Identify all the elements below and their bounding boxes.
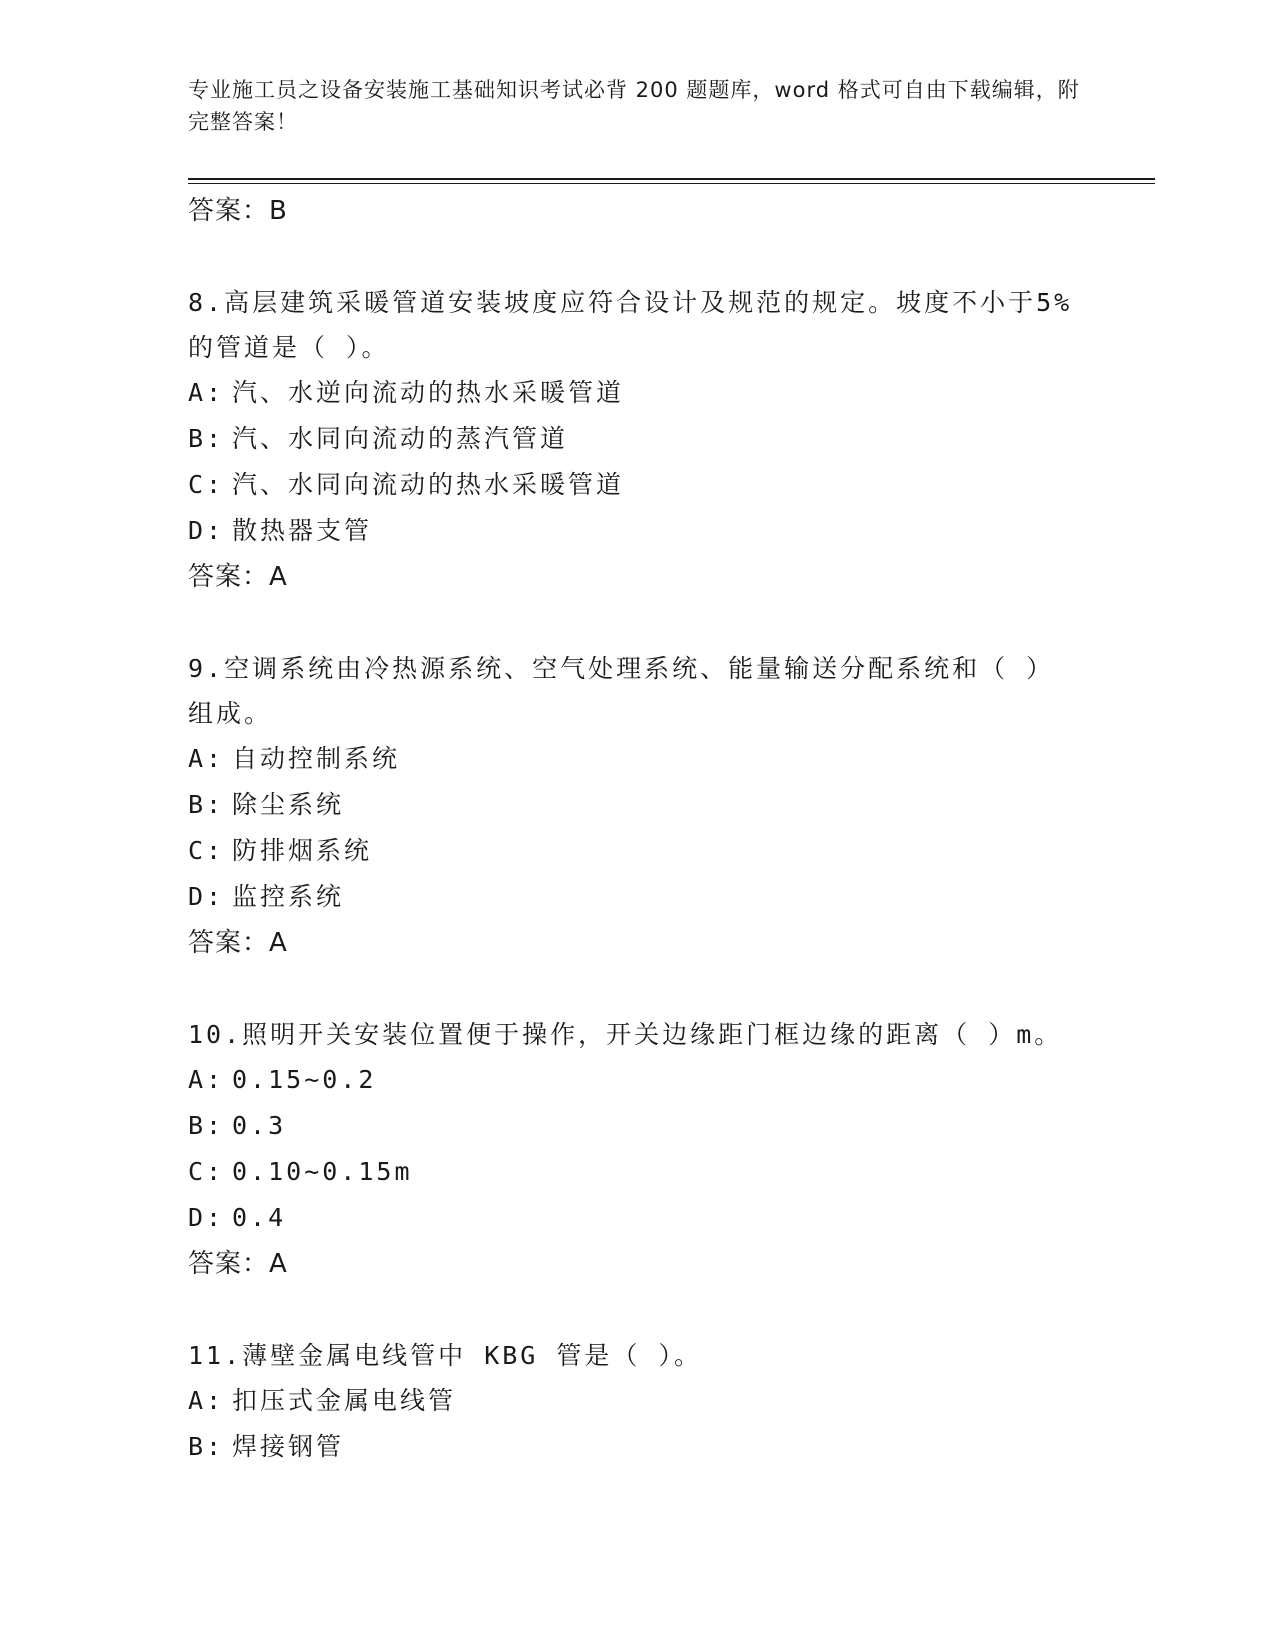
question-10 [188,1012,1078,1287]
option-text: 汽、水同向流动的热水采暖管道 [232,470,625,499]
option-text: 焊接钢管 [232,1432,345,1461]
option-b [188,1103,1078,1149]
option-letter: D: [188,1203,225,1232]
option-letter: D: [188,882,225,911]
option-b [188,1424,1078,1470]
question-8 [188,280,1078,600]
option-text: 防排烟系统 [232,836,373,865]
option-d [188,1195,1078,1241]
option-a [188,1057,1078,1103]
option-d [188,874,1078,920]
option-text: 除尘系统 [232,790,345,819]
question-stem: 11.薄壁金属电线管中 KBG 管是（ ）。 [188,1341,702,1370]
option-d [188,508,1078,554]
answer-line: 答案：A [188,562,288,592]
option-text: 0.4 [232,1203,287,1232]
answer-line: 答案：A [188,1249,288,1279]
option-letter: B: [188,1111,225,1140]
option-letter: A: [188,1065,225,1094]
option-text: 0.3 [232,1111,287,1140]
option-letter: C: [188,836,225,865]
option-letter: C: [188,470,225,499]
option-a [188,736,1078,782]
option-letter: B: [188,424,225,453]
option-b [188,782,1078,828]
option-text: 监控系统 [232,882,345,911]
option-c [188,462,1078,508]
option-letter: A: [188,744,225,773]
option-text: 汽、水逆向流动的热水采暖管道 [232,378,625,407]
header-divider-thick [188,178,1155,180]
question-stem: 9.空调系统由冷热源系统、空气处理系统、能量输送分配系统和（ ）组成。 [188,654,1055,728]
question-11 [188,1333,1078,1470]
option-text: 扣压式金属电线管 [232,1386,457,1415]
option-text: 0.10~0.15m [232,1157,413,1186]
option-c [188,1149,1078,1195]
option-letter: B: [188,790,225,819]
option-letter: D: [188,516,225,545]
option-a [188,1378,1078,1424]
option-text: 汽、水同向流动的蒸汽管道 [232,424,569,453]
answer-line: 答案：B [188,196,288,226]
question-stem: 10.照明开关安装位置便于操作，开关边缘距门框边缘的距离（ ）m。 [188,1020,1063,1049]
question-list [188,188,1078,1470]
question-9 [188,646,1078,966]
header-divider-thin [188,183,1155,184]
option-letter: C: [188,1157,225,1186]
option-letter: A: [188,378,225,407]
option-b [188,416,1078,462]
option-text: 0.15~0.2 [232,1065,377,1094]
option-letter: B: [188,1432,225,1461]
option-text: 自动控制系统 [232,744,401,773]
option-c [188,828,1078,874]
option-a [188,370,1078,416]
option-text: 散热器支管 [232,516,373,545]
option-letter: A: [188,1386,225,1415]
document-header: 专业施工员之设备安装施工基础知识考试必背 200 题题库，word 格式可自由下载编辑，附完整答案！ [188,78,1080,134]
answer-line: 答案：A [188,928,288,958]
question-stem: 8.高层建筑采暖管道安装坡度应符合设计及规范的规定。坡度不小于5%的管道是（ ）。 [188,288,1073,362]
